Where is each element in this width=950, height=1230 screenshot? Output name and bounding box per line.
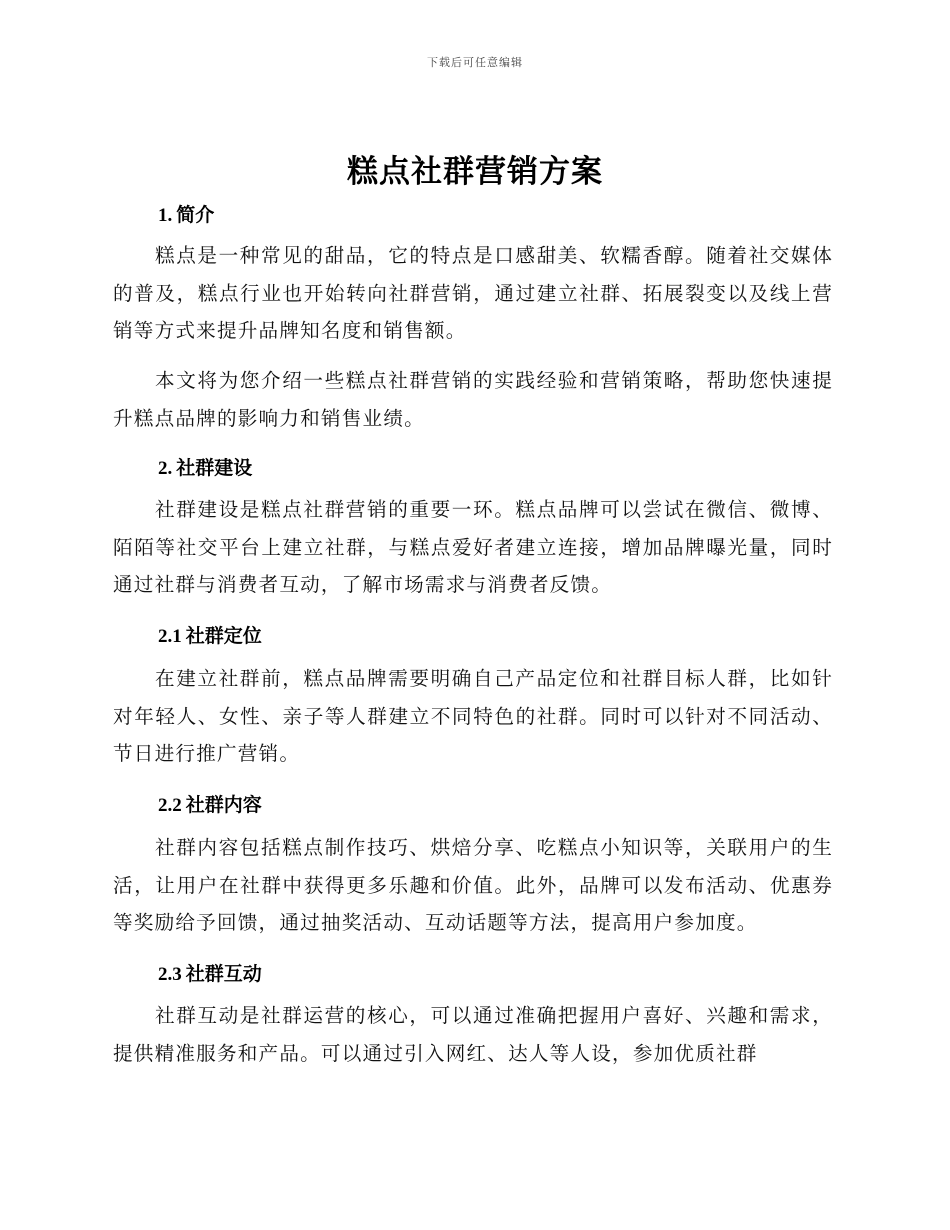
paragraph: 在建立社群前，糕点品牌需要明确自己产品定位和社群目标人群，比如针对年轻人、女性、亲子等人群建立不同特色的社群。同时可以针对不同活动、节日进行推广营销。 — [113, 667, 833, 765]
section-heading — [158, 959, 262, 986]
header-note: 下载后可任意编辑 — [427, 56, 523, 69]
section-heading-text: 简介 — [176, 204, 215, 226]
section-heading — [158, 453, 252, 480]
section-heading — [158, 200, 214, 227]
section-heading-text: 社群内容 — [185, 794, 262, 816]
section-heading-text: 社群建设 — [176, 457, 253, 479]
section-heading-text: 社群定位 — [185, 625, 262, 647]
section-number: 2. — [158, 458, 173, 479]
section-heading-text: 社群互动 — [185, 963, 262, 985]
paragraph: 糕点是一种常见的甜品，它的特点是口感甜美、软糯香醇。随着社交媒体的普及，糕点行业也开始转向社群营销，通过建立社群、拓展裂变以及线上营销等方式来提升品牌知名度和销售额。 — [113, 244, 833, 342]
section-number: 2.1 — [158, 626, 182, 647]
paragraph: 社群互动是社群运营的核心，可以通过准确把握用户喜好、兴趣和需求，提供精准服务和产品。可以通过引入网红、达人等人设，参加优质社群 — [113, 1004, 833, 1065]
section-number: 2.2 — [158, 795, 182, 816]
document-title: 糕点社群营销方案 — [347, 154, 603, 190]
paragraph: 社群建设是糕点社群营销的重要一环。糕点品牌可以尝试在微信、微博、陌陌等社交平台上建立社群，与糕点爱好者建立连接，增加品牌曝光量，同时通过社群与消费者互动，了解市场需求与消费者反馈。 — [113, 498, 833, 596]
paragraph: 社群内容包括糕点制作技巧、烘焙分享、吃糕点小知识等，关联用户的生活，让用户在社群中获得更多乐趣和价值。此外，品牌可以发布活动、优惠券等奖励给予回馈，通过抽奖活动、互动话题等方法，提高用户参加度。 — [113, 836, 833, 934]
paragraph: 本文将为您介绍一些糕点社群营销的实践经验和营销策略，帮助您快速提升糕点品牌的影响力和销售业绩。 — [113, 369, 833, 430]
section-number: 2.3 — [158, 964, 182, 985]
section-number: 1. — [158, 205, 173, 226]
section-heading — [158, 790, 262, 817]
section-heading — [158, 621, 262, 648]
